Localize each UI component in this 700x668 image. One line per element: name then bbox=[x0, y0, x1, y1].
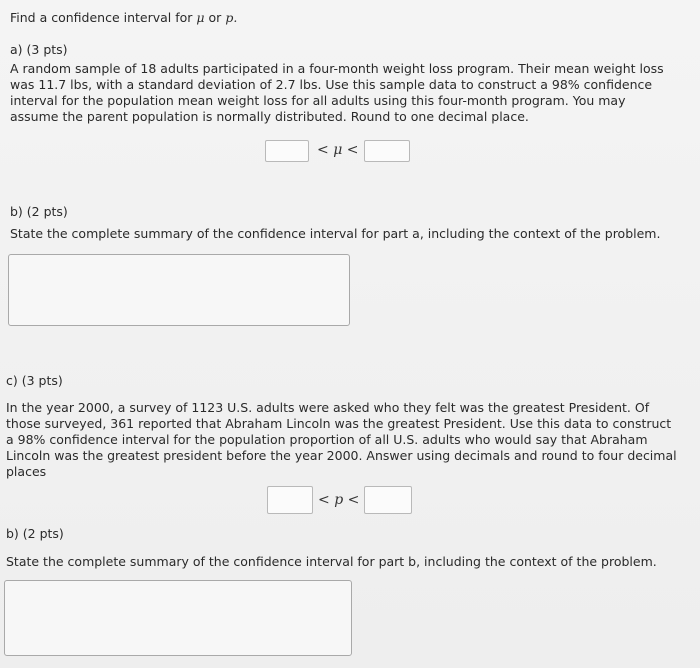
part-a-upper-bound-input[interactable] bbox=[364, 140, 410, 162]
part-b2-label: b) (2 pts) bbox=[6, 526, 64, 541]
part-c-inequality bbox=[318, 492, 359, 508]
part-b2-prompt: State the complete summary of the confidence interval for part b, including the context of the problem. bbox=[6, 554, 657, 569]
part-a-inequality bbox=[317, 142, 358, 158]
part-c-lower-bound-input[interactable] bbox=[267, 486, 313, 514]
p-symbol: p bbox=[334, 492, 344, 508]
less-than-symbol: < bbox=[317, 142, 329, 158]
p-symbol: p. bbox=[225, 10, 238, 25]
part-a-problem: A random sample of 18 adults participated in a four-month weight loss program. Their mean weight loss was 11.7 lbs, with a standard deviation of 2.7 lbs. Use this sample data to construct a 98% confidence interval for the population mean weight loss for all adults using this four-month program. You may assume the parent population is normally distributed. Round to one decimal place. bbox=[10, 61, 664, 124]
mu-symbol: μ bbox=[333, 142, 343, 158]
part-c-problem: In the year 2000, a survey of 1123 U.S. adults were asked who they felt was the greatest President. Of those surveyed, 361 reported that Abraham Lincoln was the greatest President. Use this data to construct a 98% confidence interval for the population proportion of all U.S. adults who would say that Abraham Lincoln was the greatest president before the year 2000. Answer using decimals and round to four decimal places bbox=[6, 400, 677, 479]
instruction-text: Find a confidence interval for bbox=[10, 10, 193, 25]
less-than-symbol: < bbox=[346, 142, 359, 158]
instruction-line bbox=[10, 10, 237, 26]
mu-symbol: μ bbox=[196, 10, 205, 25]
part-c-upper-bound-input[interactable] bbox=[364, 486, 412, 514]
part-a-label: a) (3 pts) bbox=[10, 42, 68, 57]
less-than-symbol: < bbox=[347, 492, 360, 508]
part-b2-answer-textarea[interactable] bbox=[4, 580, 352, 656]
part-a-lower-bound-input[interactable] bbox=[265, 140, 309, 162]
part-b1-label: b) (2 pts) bbox=[10, 204, 68, 219]
part-b1-prompt: State the complete summary of the confidence interval for part a, including the context of the problem. bbox=[10, 226, 661, 241]
part-b1-answer-textarea[interactable] bbox=[8, 254, 350, 326]
less-than-symbol: < bbox=[318, 492, 330, 508]
part-c-label: c) (3 pts) bbox=[6, 373, 63, 388]
or-text: or bbox=[208, 10, 222, 25]
